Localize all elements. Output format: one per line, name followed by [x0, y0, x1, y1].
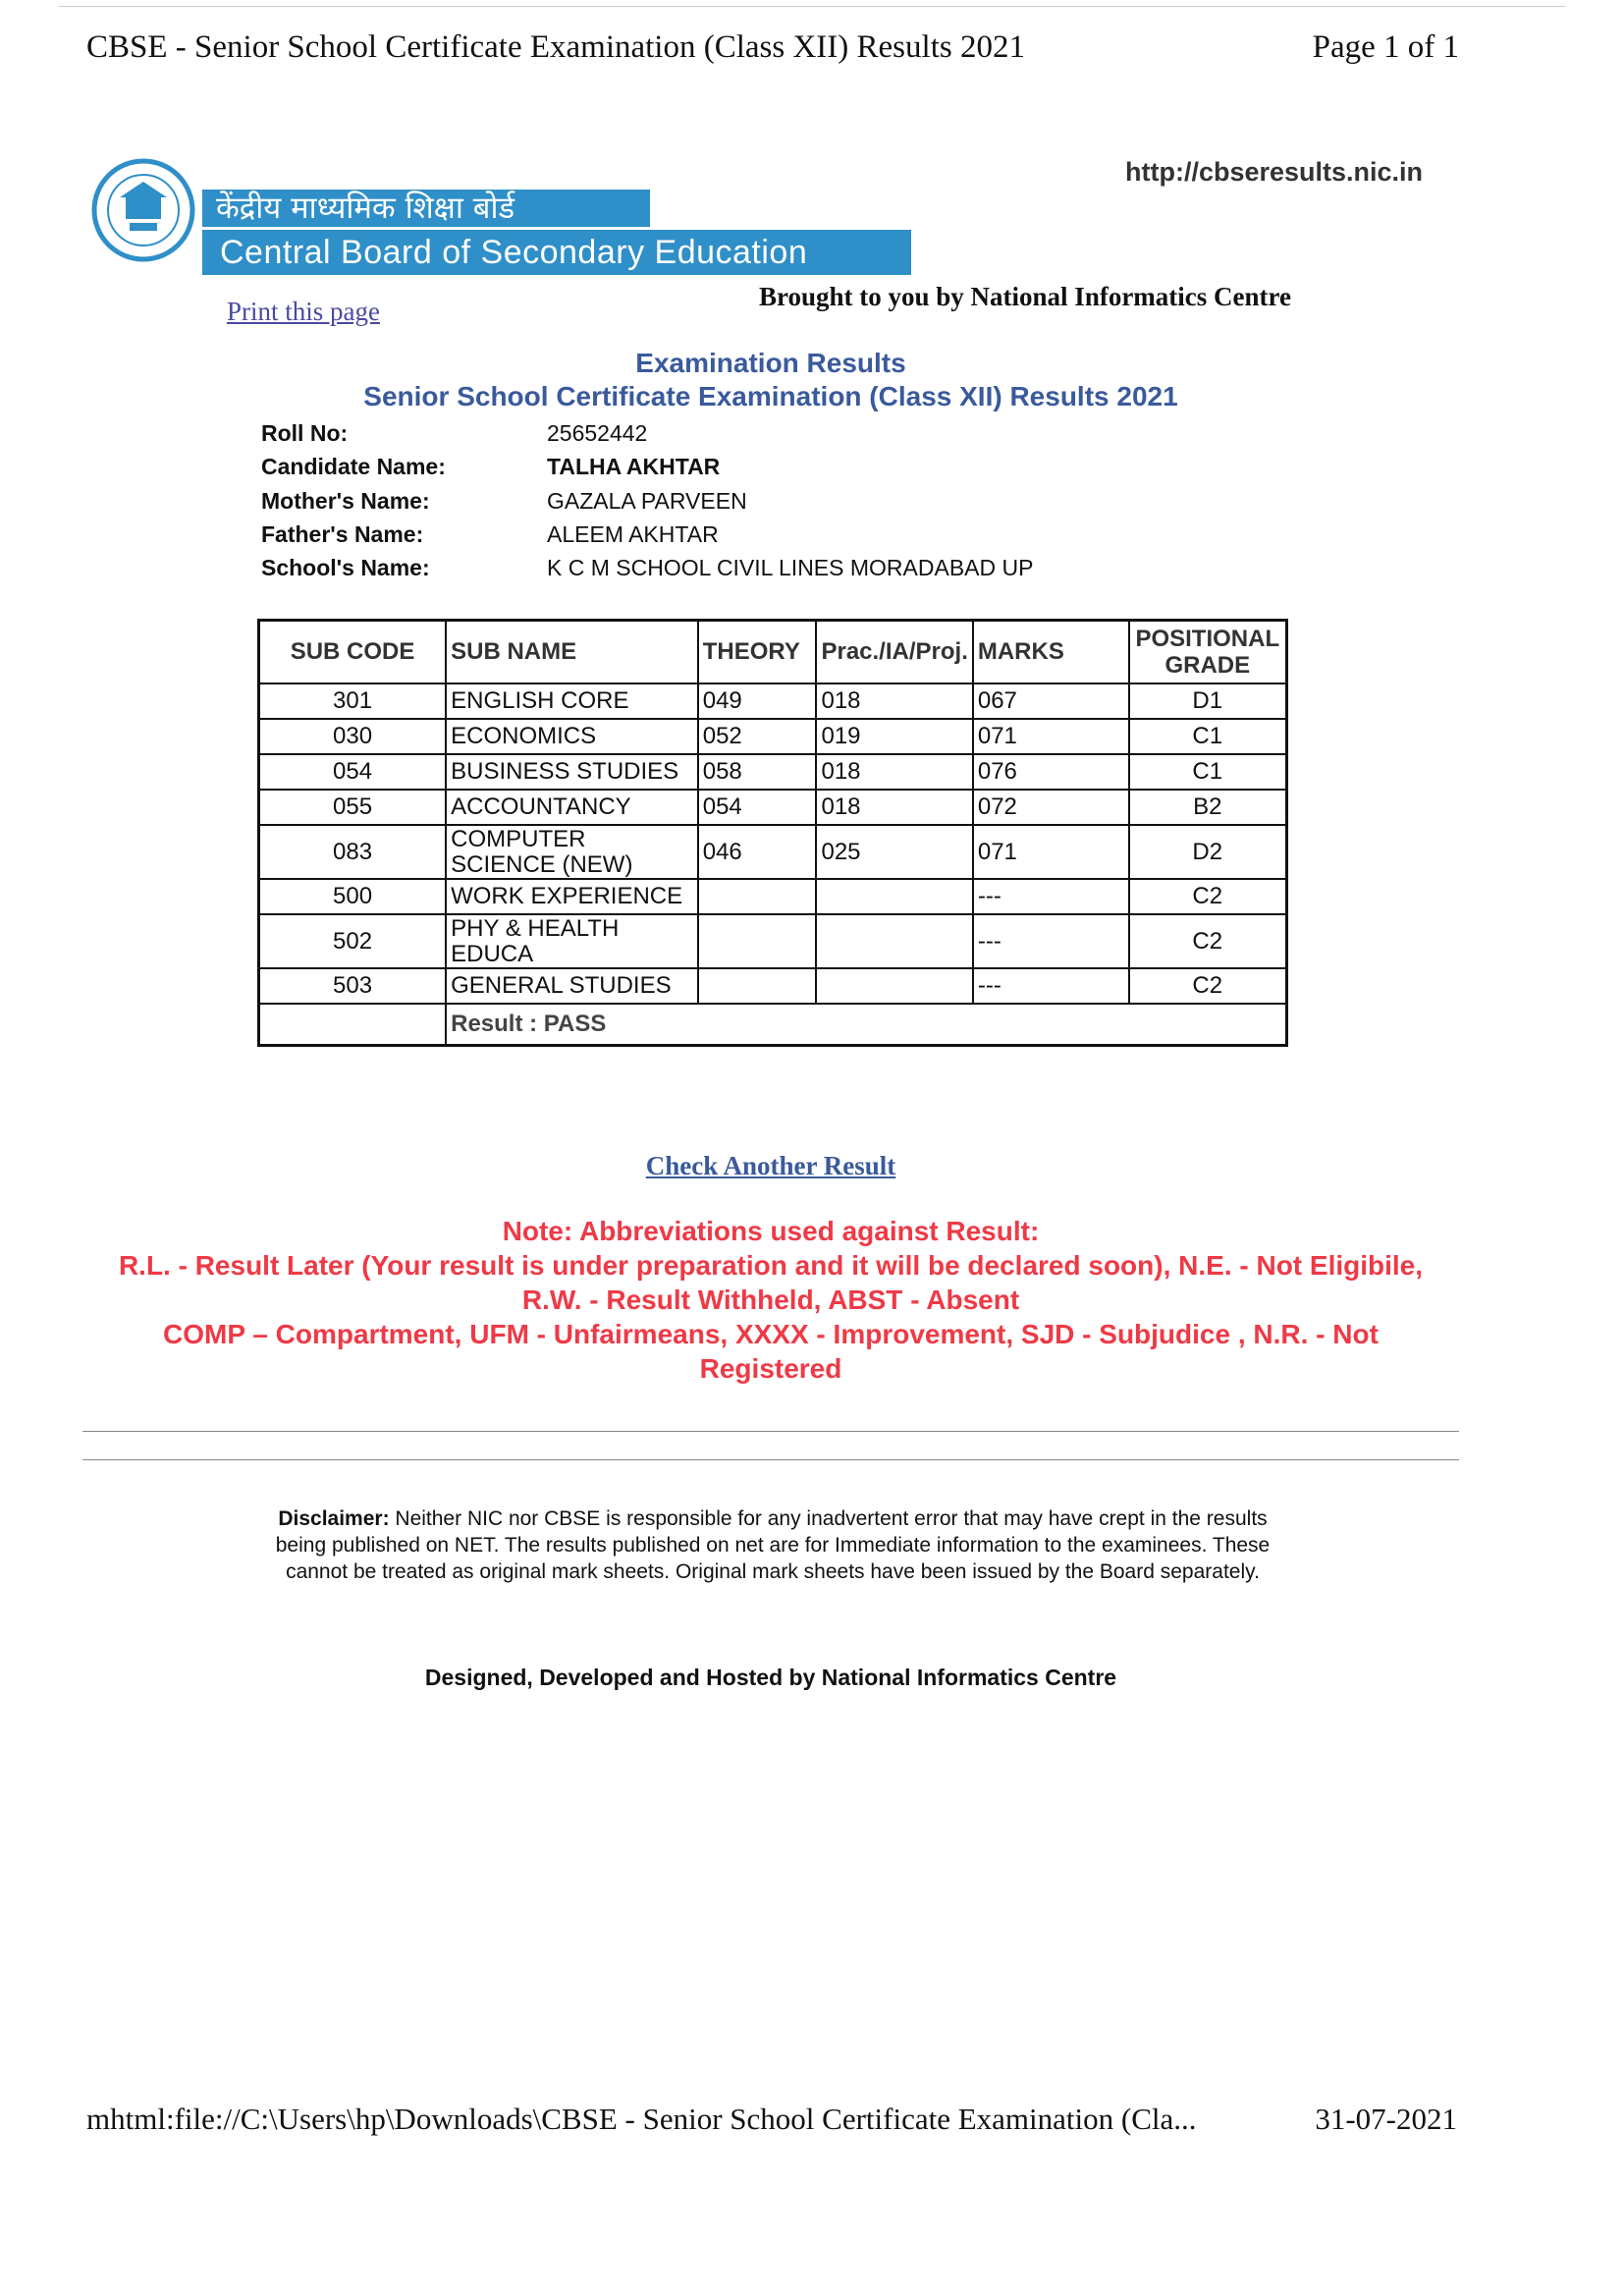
theory-cell: 046: [698, 825, 817, 879]
divider: [82, 1459, 1459, 1460]
sub-name-line2: SCIENCE (NEW): [451, 850, 633, 878]
header-positional: POSITIONAL: [1135, 626, 1280, 652]
print-header-title: CBSE - Senior School Certificate Examination (Class XII) Results 2021: [86, 29, 1025, 65]
note-line-4: COMP – Compartment, UFM - Unfairmeans, XXXX - Improvement, SJD - Subjudice , N.R. - Not: [163, 1319, 1379, 1349]
table-row: [259, 683, 1287, 719]
note-line-5: Registered: [699, 1353, 842, 1384]
marks-cell: 067: [973, 683, 1129, 719]
grade-cell: D2: [1129, 825, 1287, 879]
note-line-2: R.L. - Result Later (Your result is under preparation and it will be declared soon), N.E. - Not Eligibile,: [118, 1250, 1424, 1281]
table-header-row: [259, 621, 1287, 684]
grade-cell: D1: [1129, 683, 1287, 719]
table-row: [259, 825, 1287, 879]
marks-cell: 072: [973, 790, 1129, 825]
marks-cell: ---: [973, 914, 1129, 968]
exam-title: Examination Results: [635, 348, 906, 378]
header-marks: MARKS: [973, 621, 1129, 684]
practical-cell: 025: [816, 825, 972, 879]
sub-code-cell: 500: [259, 879, 447, 914]
practical-cell: 019: [816, 719, 972, 754]
sub-name-cell: [446, 914, 698, 968]
divider: [82, 1431, 1459, 1432]
table-row: [259, 879, 1287, 914]
sub-name-cell: ACCOUNTANCY: [446, 790, 698, 825]
roll-label: Roll No:: [261, 420, 349, 446]
sub-name-line2: EDUCA: [451, 940, 534, 967]
theory-cell: [698, 968, 817, 1004]
designed-by-text: Designed, Developed and Hosted by National Informatics Centre: [424, 1665, 1117, 1690]
table-row: [259, 754, 1287, 790]
header-sub-code: SUB CODE: [259, 621, 447, 684]
grade-cell: C1: [1129, 719, 1287, 754]
sub-code-cell: 054: [259, 754, 447, 790]
mother-name-label: Mother's Name:: [261, 488, 430, 514]
father-name-label: Father's Name:: [261, 521, 424, 547]
school-name-label: School's Name:: [261, 555, 430, 580]
table-row: [259, 719, 1287, 754]
site-url: http://cbseresults.nic.in: [1125, 157, 1424, 187]
table-row: [259, 790, 1287, 825]
grade-cell: C2: [1129, 968, 1287, 1004]
candidate-name-value: TALHA AKHTAR: [547, 454, 721, 479]
sub-name-cell: [446, 825, 698, 879]
theory-cell: 049: [698, 683, 817, 719]
sub-name-cell: ECONOMICS: [446, 719, 698, 754]
sub-code-cell: 030: [259, 719, 447, 754]
disclaimer: [269, 1505, 1276, 1585]
sub-code-cell: 301: [259, 683, 447, 719]
sub-name-cell: BUSINESS STUDIES: [446, 754, 698, 790]
theory-cell: 054: [698, 790, 817, 825]
sub-code-cell: 502: [259, 914, 447, 968]
disclaimer-label: Disclaimer:: [278, 1507, 390, 1530]
grade-cell: B2: [1129, 790, 1287, 825]
print-footer-path: mhtml:file://C:\Users\hp\Downloads\CBSE - Senior School Certificate Examination (Cla...: [86, 2102, 1197, 2136]
marks-cell: ---: [973, 968, 1129, 1004]
result-empty-cell: [259, 1004, 447, 1046]
print-header-page-number: Page 1 of 1: [1312, 29, 1459, 65]
theory-cell: [698, 914, 817, 968]
brought-by-text: Brought to you by National Informatics Centre: [759, 282, 1292, 311]
marks-cell: 071: [973, 825, 1129, 879]
abbreviation-note: [98, 1214, 1443, 1386]
note-line-1: Note: Abbreviations used against Result:: [502, 1216, 1040, 1246]
header-grade: GRADE: [1164, 652, 1251, 679]
cbse-logo-icon: [90, 152, 196, 268]
header-theory: THEORY: [698, 621, 817, 684]
practical-cell: [816, 968, 972, 1004]
marks-cell: 071: [973, 719, 1129, 754]
practical-cell: 018: [816, 790, 972, 825]
sub-code-cell: 055: [259, 790, 447, 825]
sub-name-cell: ENGLISH CORE: [446, 683, 698, 719]
marks-cell: ---: [973, 879, 1129, 914]
school-name-value: K C M SCHOOL CIVIL LINES MORADABAD UP: [547, 555, 1034, 580]
check-another-result-link[interactable]: Check Another Result: [645, 1151, 896, 1180]
practical-cell: [816, 879, 972, 914]
sub-name-cell: WORK EXPERIENCE: [446, 879, 698, 914]
disclaimer-text: Neither NIC nor CBSE is responsible for any inadvertent error that may have crept in the results being published on NET. The results published on net are for Immediate information to the examinees. These cannot be treated as original mark sheets. Original mark sheets have been issued by the Board separately.: [275, 1507, 1271, 1583]
header-sub-name: SUB NAME: [446, 621, 698, 684]
table-row: [259, 968, 1287, 1004]
print-this-page-link[interactable]: Print this page: [227, 297, 380, 326]
candidate-name-label: Candidate Name:: [261, 454, 446, 479]
mother-name-value: GAZALA PARVEEN: [547, 488, 747, 514]
practical-cell: 018: [816, 754, 972, 790]
roll-value: 25652442: [547, 420, 648, 446]
grade-cell: C2: [1129, 914, 1287, 968]
theory-cell: [698, 879, 817, 914]
practical-cell: 018: [816, 683, 972, 719]
table-row: [259, 914, 1287, 968]
top-rule: [59, 6, 1565, 7]
result-row: [259, 1004, 1287, 1046]
grade-cell: C1: [1129, 754, 1287, 790]
marks-table: [257, 619, 1288, 1047]
print-footer-date: 31-07-2021: [1315, 2102, 1457, 2136]
sub-code-cell: 083: [259, 825, 447, 879]
exam-subtitle: Senior School Certificate Examination (Class XII) Results 2021: [363, 381, 1178, 411]
marks-cell: 076: [973, 754, 1129, 790]
result-cell: Result : PASS: [446, 1004, 1286, 1046]
header-practical: Prac./IA/Proj.: [816, 621, 972, 684]
sub-name-cell: GENERAL STUDIES: [446, 968, 698, 1004]
theory-cell: 052: [698, 719, 817, 754]
note-line-3: R.W. - Result Withheld, ABST - Absent: [521, 1285, 1020, 1315]
father-name-value: ALEEM AKHTAR: [547, 521, 719, 547]
header-positional-grade: [1129, 621, 1287, 684]
board-name-hindi: केंद्रीय माध्यमिक शिक्षा बोर्ड: [202, 190, 650, 227]
theory-cell: 058: [698, 754, 817, 790]
practical-cell: [816, 914, 972, 968]
sub-name-line1: PHY & HEALTH: [451, 914, 620, 942]
sub-code-cell: 503: [259, 968, 447, 1004]
sub-name-line1: COMPUTER: [451, 825, 586, 852]
board-name-english: Central Board of Secondary Education: [202, 230, 911, 275]
grade-cell: C2: [1129, 879, 1287, 914]
